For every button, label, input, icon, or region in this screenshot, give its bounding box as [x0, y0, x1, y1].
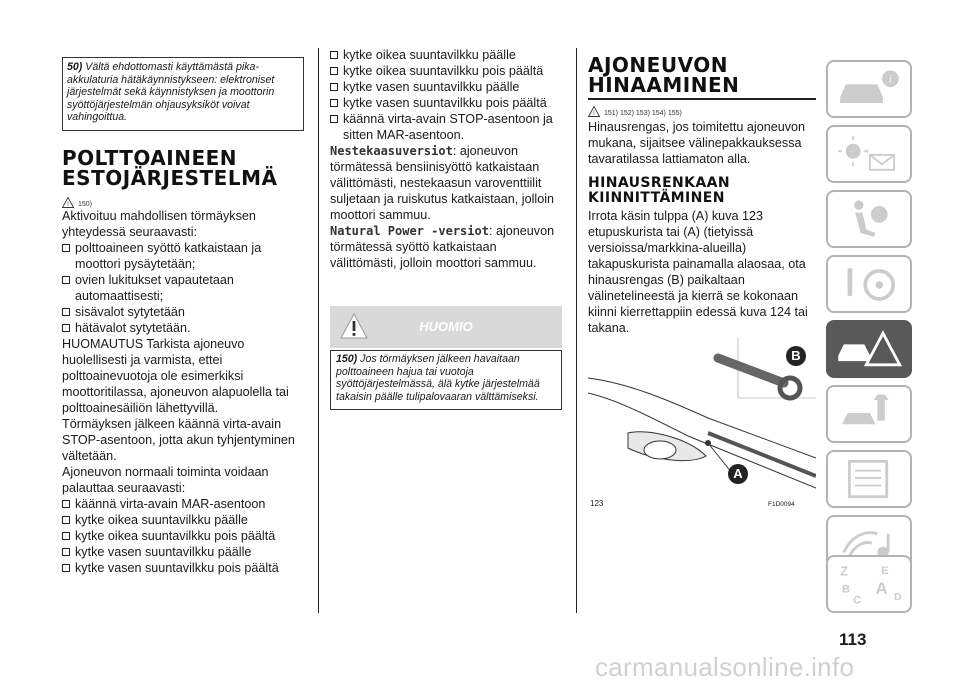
subsection-title-line1: HINAUSRENKAAN: [588, 175, 730, 191]
list-item: kytke vasen suuntavilkku päälle: [62, 544, 304, 560]
subsection-title-line2: KIINNITTÄMINEN: [588, 190, 725, 206]
after-crash-paragraph: Törmäyksen jälkeen käännä virta-avain STOP-asentoon, jotta akun tyhjentyminen vältetään.: [62, 417, 295, 463]
restore-list: [62, 496, 304, 576]
chapter-tab-safety[interactable]: [826, 190, 912, 248]
svg-text:!: !: [593, 111, 595, 117]
emergency-car-icon: [828, 322, 910, 376]
list-item: kytke vasen suuntavilkku päälle: [330, 79, 562, 95]
lpg-paragraph: Nestekaasuversiot: ajoneuvon törmätessä bensiinisyöttö katkaistaan välittömästi, nestekaasun varoventtiilit suljetaan ja ruiskutus katkaistaan, jolloin moottori sammuu.: [330, 144, 555, 222]
cng-paragraph: Natural Power -versiot: ajoneuvon törmätessä syöttö katkaistaan välittömästi, jolloin moottori sammuu.: [330, 224, 555, 270]
caution-text: Jos törmäyksen jälkeen havaitaan polttoaineen hajua tai vuotoja syöttöjärjestelmässä, älä kytke järjestelmää takaisin päälle tulipalovaaran välttämiseksi.: [336, 353, 540, 403]
callout-a: A: [733, 466, 743, 481]
checkbox-bullet-icon: [62, 500, 70, 508]
lpg-label: Nestekaasuversiot: [330, 144, 453, 158]
cng-label: Natural Power -versiot: [330, 224, 489, 238]
svg-text:E: E: [881, 564, 889, 577]
index-letters-icon: [828, 557, 910, 611]
warning-lights-icon: [828, 127, 910, 181]
specs-list-icon: [828, 452, 910, 506]
figure-123: [588, 338, 816, 498]
list-item: kytke oikea suuntavilkku päälle: [330, 47, 562, 63]
warning-refs: [62, 194, 304, 208]
ref-numbers: 151) 152) 153) 154) 155): [604, 110, 682, 117]
warning-number: 50): [67, 61, 83, 73]
checkbox-bullet-icon: [330, 99, 338, 107]
column-2: [330, 47, 562, 271]
callout-b: B: [791, 348, 801, 363]
section-title-line1: AJONEUVON: [588, 53, 728, 77]
svg-text:!: !: [67, 202, 69, 208]
warning-triangle-icon: [588, 106, 600, 117]
intro-text: Hinausrengas, jos toimitettu ajoneuvon mukana, sijaitsee välinepakkauksessa tavaratilassa lattiamaton alla.: [588, 120, 806, 166]
body-text: Irrota käsin tulppa (A) kuva 123 etupuskurista tai (A) (tietyissä versioissa/markkina-alueilla) takapuskurista painamalla alaosaa, ota hinausrengas (B) paikaltaan välinetelineestä ja kierrä se kokonaan kiinni kierrettappiin edessä kuva 124 tai takana.: [588, 209, 808, 335]
svg-text:i: i: [889, 74, 892, 86]
checkbox-bullet-icon: [62, 276, 70, 284]
list-item: hätävalot sytytetään.: [62, 320, 304, 336]
list-item: ovien lukitukset vapautetaan automaattisesti;: [62, 272, 304, 304]
warning-triangle-icon: [62, 197, 74, 208]
chapter-tab-technical-data[interactable]: [826, 450, 912, 508]
chapter-tab-emergency[interactable]: [826, 320, 912, 378]
maintenance-icon: [828, 387, 910, 441]
section-title-line2: ESTOJÄRJESTELMÄ: [62, 166, 278, 190]
tow-hook-illustration: [588, 338, 816, 498]
chapter-tab-maintenance[interactable]: [826, 385, 912, 443]
chapter-tab-car-info[interactable]: [826, 60, 912, 118]
svg-text:D: D: [894, 591, 902, 603]
checkbox-bullet-icon: [62, 324, 70, 332]
note-paragraph: HUOMAUTUS Tarkista ajoneuvo huolellisesti ja varmista, ettei polttoainevuotoja ole esimerkiksi moottoritilassa, ajoneuvon alapuolella tai polttoainesäiliön lähettyvillä.: [62, 337, 289, 415]
towing-section: [588, 55, 816, 336]
intro-text: Aktivoituu mahdollisen törmäyksen yhteydessä seuraavasti:: [62, 209, 256, 239]
caution-header: [330, 306, 562, 348]
list-item: käännä virta-avain MAR-asentoon: [62, 496, 304, 512]
checkbox-bullet-icon: [62, 548, 70, 556]
checkbox-bullet-icon: [62, 564, 70, 572]
warning-text: Vältä ehdottomasti käyttämästä pika-akkulaturia hätäkäynnistykseen: elektroniset järjestelmät sekä käynnistyksen ja moottorin syöttöjärjestelmän ohjausyksiköt voivat vahingoittua.: [67, 61, 275, 124]
car-info-icon: [828, 62, 910, 116]
chapter-tab-index[interactable]: [826, 555, 912, 613]
list-item: polttoaineen syöttö katkaistaan ja moottori pysäytetään;: [62, 240, 304, 272]
checkbox-bullet-icon: [330, 51, 338, 59]
checkbox-bullet-icon: [62, 516, 70, 524]
svg-text:C: C: [853, 594, 862, 607]
section-title-line2: HINAAMINEN: [588, 73, 740, 97]
airbag-seat-icon: [828, 192, 910, 246]
checkbox-bullet-icon: [62, 308, 70, 316]
column-divider: [576, 48, 577, 613]
svg-text:Z: Z: [840, 563, 849, 579]
action-list: [62, 240, 304, 336]
page-number: 113: [839, 630, 867, 649]
caution-box: [330, 350, 562, 410]
svg-text:A: A: [875, 579, 888, 599]
chapter-tab-warning-lights[interactable]: [826, 125, 912, 183]
steering-key-icon: [828, 257, 910, 311]
list-item: käännä virta-avain STOP-asentoon ja sitten MAR-asentoon.: [330, 111, 562, 143]
list-item: kytke oikea suuntavilkku päälle: [62, 512, 304, 528]
list-item: kytke vasen suuntavilkku pois päältä: [62, 560, 304, 576]
checkbox-bullet-icon: [330, 83, 338, 91]
list-item: kytke oikea suuntavilkku pois päältä: [62, 528, 304, 544]
section-title-line1: POLTTOAINEEN: [62, 146, 238, 170]
svg-text:B: B: [842, 583, 851, 596]
list-item: kytke vasen suuntavilkku pois päältä: [330, 95, 562, 111]
ref-number: 150): [78, 201, 93, 208]
warning-refs: [588, 103, 816, 117]
figure-caption-code: F1D0094: [768, 501, 795, 508]
caution-number: 150): [336, 353, 358, 365]
figure-caption-number: 123: [590, 499, 604, 508]
checkbox-bullet-icon: [62, 532, 70, 540]
list-item: sisävalot sytytetään: [62, 304, 304, 320]
list-item: kytke oikea suuntavilkku pois päältä: [330, 63, 562, 79]
column-divider: [318, 48, 319, 613]
title-underline: [588, 98, 816, 100]
checkbox-bullet-icon: [330, 115, 338, 123]
checkbox-bullet-icon: [62, 244, 70, 252]
chapter-tab-starting-driving[interactable]: [826, 255, 912, 313]
caution-title: HUOMIO: [419, 319, 473, 334]
warning-box: [62, 57, 304, 131]
restore-paragraph: Ajoneuvon normaali toiminta voidaan palauttaa seuraavasti:: [62, 465, 269, 495]
fuel-cutoff-section: [62, 148, 304, 576]
checkbox-bullet-icon: [330, 67, 338, 75]
watermark: carmanualsonline.info: [595, 652, 855, 682]
